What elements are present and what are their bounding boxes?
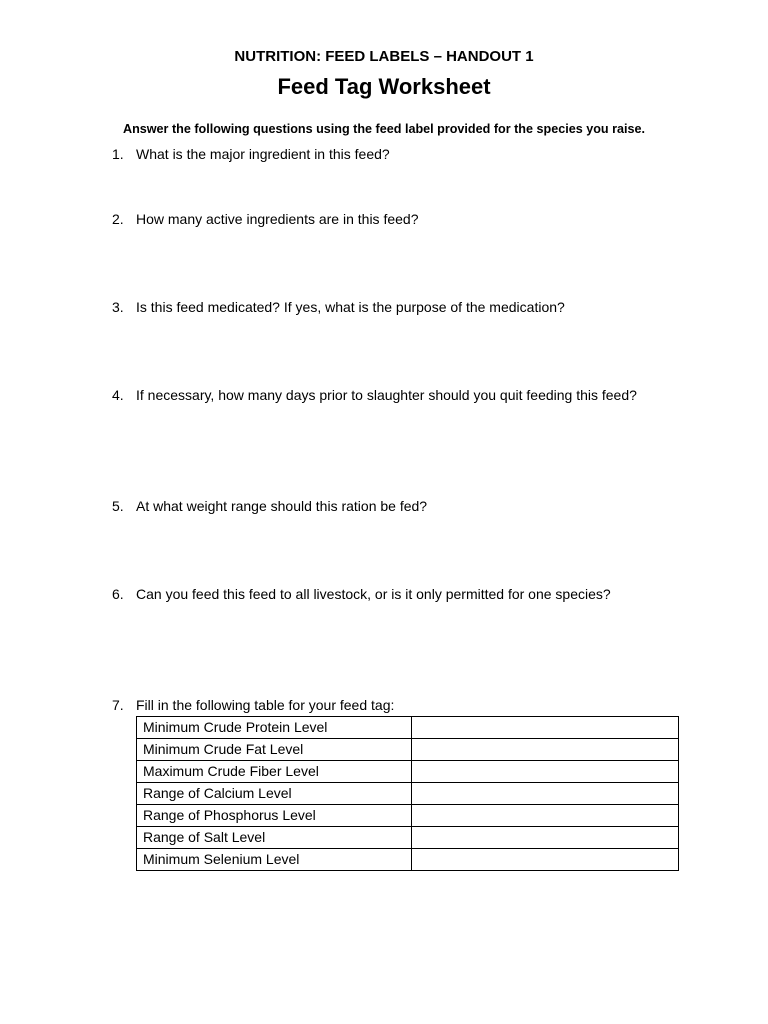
question-number: 3. xyxy=(112,299,124,315)
question-number: 2. xyxy=(112,211,124,227)
answer-cell[interactable] xyxy=(412,827,679,849)
table-row xyxy=(137,761,679,783)
answer-cell[interactable] xyxy=(412,849,679,871)
handout-heading: NUTRITION: FEED LABELS – HANDOUT 1 xyxy=(234,48,534,65)
question-text: Is this feed medicated? If yes, what is the purpose of the medication? xyxy=(136,299,565,315)
answer-cell[interactable] xyxy=(412,805,679,827)
question-number: 4. xyxy=(112,387,124,403)
question-6 xyxy=(112,583,652,605)
answer-cell[interactable] xyxy=(412,761,679,783)
row-label: Maximum Crude Fiber Level xyxy=(137,761,412,783)
question-7 xyxy=(112,694,652,716)
row-label: Minimum Crude Fat Level xyxy=(137,739,412,761)
feed-tag-table xyxy=(136,716,679,871)
question-number: 1. xyxy=(112,146,124,162)
question-4 xyxy=(112,384,652,406)
table-row xyxy=(137,805,679,827)
question-1 xyxy=(112,143,652,165)
question-text: What is the major ingredient in this feed? xyxy=(136,146,390,162)
table-row xyxy=(137,849,679,871)
answer-cell[interactable] xyxy=(412,739,679,761)
question-text: Fill in the following table for your feed tag: xyxy=(136,697,395,713)
table-row xyxy=(137,783,679,805)
answer-cell[interactable] xyxy=(412,783,679,805)
question-text: If necessary, how many days prior to slaughter should you quit feeding this feed? xyxy=(136,387,637,403)
page-title: Feed Tag Worksheet xyxy=(277,74,491,99)
table-row xyxy=(137,739,679,761)
question-number: 7. xyxy=(112,697,124,713)
answer-cell[interactable] xyxy=(412,717,679,739)
question-number: 6. xyxy=(112,586,124,602)
question-number: 5. xyxy=(112,498,124,514)
table-row xyxy=(137,827,679,849)
row-label: Minimum Selenium Level xyxy=(137,849,412,871)
table-row xyxy=(137,717,679,739)
row-label: Range of Calcium Level xyxy=(137,783,412,805)
question-text: How many active ingredients are in this feed? xyxy=(136,211,419,227)
question-text: At what weight range should this ration be fed? xyxy=(136,498,428,514)
row-label: Range of Phosphorus Level xyxy=(137,805,412,827)
row-label: Range of Salt Level xyxy=(137,827,412,849)
question-text: Can you feed this feed to all livestock, or is it only permitted for one species? xyxy=(136,586,611,602)
question-3 xyxy=(112,296,652,318)
question-5 xyxy=(112,495,652,517)
question-2 xyxy=(112,208,652,230)
instructions-text: Answer the following questions using the feed label provided for the species you raise. xyxy=(122,122,646,136)
row-label: Minimum Crude Protein Level xyxy=(137,717,412,739)
